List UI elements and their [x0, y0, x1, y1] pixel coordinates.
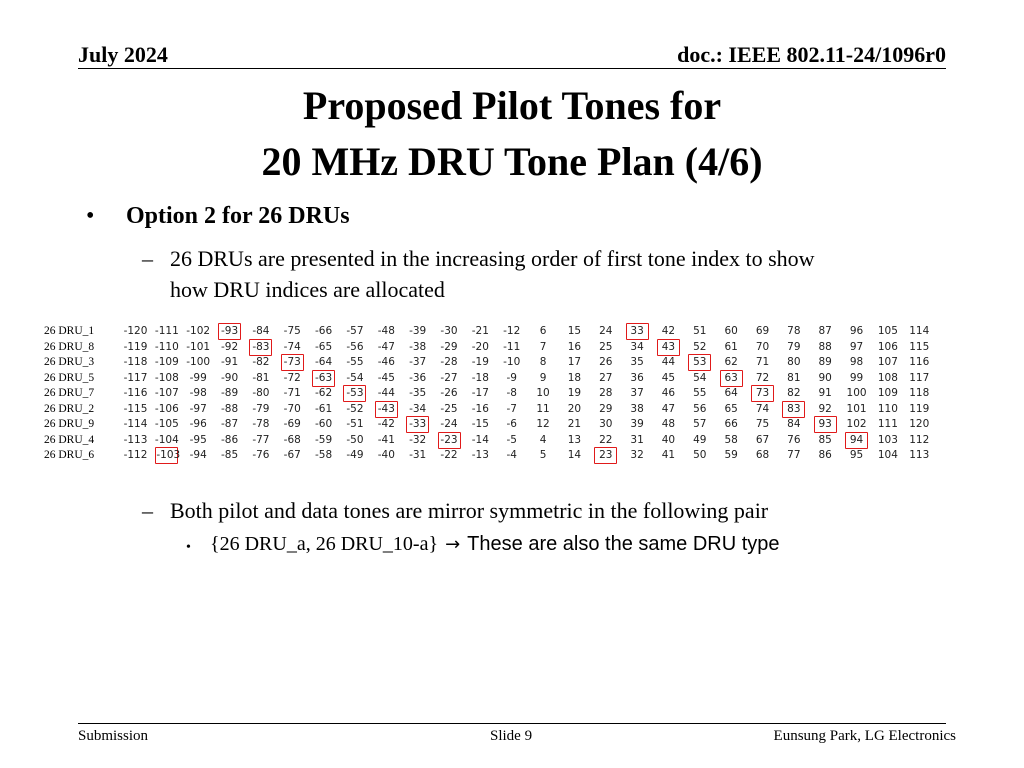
tone-cell: -59	[315, 433, 333, 446]
tone-cell: -109	[154, 356, 179, 368]
tone-cell: 32	[630, 449, 644, 461]
tone-cell: 30	[599, 418, 613, 430]
row-label: 26 DRU_1	[44, 325, 95, 337]
slide-title-line-1: Proposed Pilot Tones for	[302, 83, 722, 128]
tone-cell: 19	[567, 387, 582, 399]
tone-cell: 77	[787, 449, 801, 461]
tone-cell: 88	[818, 340, 832, 353]
tone-cell: 70	[755, 340, 770, 353]
footer-submission: Submission	[78, 728, 149, 744]
tone-cell: 69	[755, 325, 770, 337]
tone-cell: 42	[661, 325, 676, 337]
tone-cell: 34	[630, 340, 644, 353]
tone-cell: -4	[506, 449, 517, 461]
tone-cell: -81	[252, 371, 270, 384]
bullet-icon: •	[86, 203, 95, 229]
tone-cell: 29	[599, 402, 613, 415]
small-bullet-icon: •	[186, 540, 191, 555]
tone-cell: 20	[567, 402, 582, 415]
tone-cell: 39	[630, 418, 644, 430]
tone-cell: 47	[661, 402, 676, 415]
pilot-tone-cell: 43	[657, 339, 680, 356]
tone-cell: -10	[503, 356, 521, 368]
tone-cell: 28	[599, 387, 613, 399]
pilot-tone-cell: -53	[343, 385, 366, 402]
tone-cell: 119	[909, 402, 930, 415]
tone-cell: -118	[123, 356, 148, 368]
tone-cell: 55	[693, 387, 707, 399]
tone-cell: -95	[189, 433, 207, 446]
tone-cell: 116	[909, 356, 930, 368]
slide-title-line-2: 20 MHz DRU Tone Plan (4/6)	[261, 139, 763, 184]
tone-cell: 24	[599, 325, 613, 337]
tone-cell: 66	[724, 418, 738, 430]
pilot-tone-cell: 53	[688, 354, 711, 371]
sub-bullet-description	[170, 243, 815, 305]
tone-cell: 48	[661, 418, 676, 430]
tone-cell: -54	[346, 371, 364, 384]
tone-cell: 109	[877, 387, 898, 399]
tone-cell: 11	[536, 402, 550, 415]
tone-cell: -74	[283, 340, 301, 353]
tone-cell: -29	[440, 340, 458, 353]
tone-cell: -17	[471, 387, 489, 399]
tone-cell: 62	[724, 356, 738, 368]
tone-cell: -38	[409, 340, 427, 353]
tone-cell: 112	[909, 433, 930, 446]
tone-cell: 96	[849, 325, 864, 337]
tone-cell: 12	[536, 418, 550, 430]
pilot-tone-cell: -43	[375, 401, 398, 418]
tone-cell: -117	[123, 371, 148, 384]
header-doc-id: doc.: IEEE 802.11-24/1096r0	[677, 42, 946, 67]
tone-cell: -69	[283, 418, 301, 430]
tone-cell: 102	[846, 418, 867, 430]
tone-cell: 56	[693, 402, 707, 415]
sub-bullet-line-2: how DRU indices are allocated	[170, 277, 445, 302]
tone-cell: -82	[252, 356, 270, 368]
tone-cell: -5	[506, 433, 517, 446]
tone-cell: -101	[186, 340, 211, 353]
pilot-tone-cell: -73	[281, 354, 304, 371]
footer-slide-number: Slide 9	[490, 728, 533, 744]
tone-cell: -99	[189, 371, 207, 384]
tone-cell: -87	[220, 418, 239, 430]
tone-cell: -114	[123, 418, 148, 430]
tone-cell: -116	[123, 387, 148, 399]
tone-cell: -80	[252, 387, 270, 399]
tone-cell: 36	[630, 371, 644, 384]
tone-cell: 44	[661, 356, 676, 368]
row-label: 26 DRU_6	[44, 449, 95, 461]
tone-cell: -52	[346, 402, 364, 415]
tone-cell: -113	[123, 433, 148, 446]
tone-cell: -60	[315, 418, 333, 430]
tone-cell: 35	[630, 356, 644, 368]
tone-cell: -66	[315, 325, 333, 337]
tone-cell: 51	[693, 325, 707, 337]
dru-pair: {26 DRU_a, 26 DRU_10-a}	[210, 533, 439, 555]
tone-cell: -24	[440, 418, 458, 430]
tone-cell: 49	[693, 433, 707, 446]
tone-cell: 9	[539, 371, 547, 384]
tone-cell: -20	[471, 340, 489, 353]
tone-cell: -28	[440, 356, 458, 368]
row-label: 26 DRU_7	[44, 387, 95, 399]
tone-cell: -41	[377, 433, 395, 446]
tone-cell: 57	[693, 418, 707, 430]
tone-cell: 60	[724, 325, 738, 337]
tone-cell: -71	[283, 387, 301, 399]
row-label: 26 DRU_9	[44, 418, 95, 430]
tone-cell: 37	[630, 387, 644, 399]
tone-cell: 21	[567, 418, 582, 430]
tone-cell: 38	[630, 402, 644, 415]
tone-cell: -91	[220, 356, 239, 368]
tone-cell: -64	[315, 356, 333, 368]
tone-cell: 58	[724, 433, 738, 446]
tone-cell: 107	[877, 356, 898, 368]
tone-cell: -108	[154, 371, 179, 384]
tone-cell: 17	[567, 356, 582, 368]
tone-cell: -62	[315, 387, 333, 399]
dash-icon: –	[142, 246, 153, 271]
tone-cell: -46	[377, 356, 395, 368]
tone-cell: 103	[877, 433, 898, 446]
tone-cell: 14	[567, 449, 582, 461]
tone-cell: -48	[377, 325, 395, 337]
tone-cell: 67	[755, 433, 770, 446]
pilot-tone-cell: -103	[155, 447, 178, 464]
tone-cell: 71	[755, 356, 770, 368]
tone-cell: 25	[599, 340, 613, 353]
tone-cell: -9	[506, 371, 517, 384]
pilot-tone-cell: 63	[720, 370, 743, 387]
tone-cell: -84	[252, 325, 270, 337]
tone-cell: 72	[755, 371, 770, 384]
tone-cell: -58	[315, 449, 333, 461]
tone-cell: -49	[346, 449, 364, 461]
pilot-tone-cell: -93	[218, 323, 241, 340]
tone-cell: 4	[539, 433, 547, 446]
tone-cell: 52	[693, 340, 707, 353]
pilot-tone-cell: 93	[814, 416, 837, 433]
tone-cell: 100	[846, 387, 867, 399]
tone-cell: -19	[471, 356, 489, 368]
tone-cell: -44	[377, 387, 395, 399]
tone-cell: 26	[599, 356, 613, 368]
tone-cell: -32	[409, 433, 427, 446]
tone-cell: -30	[440, 325, 458, 337]
tone-cell: -79	[252, 402, 270, 415]
tone-cell: 86	[818, 449, 832, 461]
tone-cell: -11	[503, 340, 521, 353]
tone-cell: 64	[724, 387, 738, 399]
tone-cell: 45	[661, 371, 676, 384]
tone-cell: 54	[693, 371, 707, 384]
tone-cell: 65	[724, 402, 738, 415]
tone-cell: -40	[377, 449, 395, 461]
same-type-note: These are also the same DRU type	[467, 533, 780, 555]
tone-cell: -34	[409, 402, 427, 415]
tone-cell: -119	[123, 340, 148, 353]
row-label: 26 DRU_2	[44, 402, 95, 415]
tone-cell: -7	[506, 402, 517, 415]
footer-divider	[78, 723, 946, 724]
tone-cell: -51	[346, 418, 364, 430]
tone-cell: -45	[377, 371, 395, 384]
tone-cell: -89	[220, 387, 239, 399]
tone-cell: -25	[440, 402, 458, 415]
header-date: July 2024	[78, 42, 168, 67]
tone-cell: -26	[440, 387, 458, 399]
tone-cell: -15	[471, 418, 489, 430]
tone-cell: -50	[346, 433, 364, 446]
tone-cell: -107	[154, 387, 179, 399]
tone-cell: -14	[471, 433, 489, 446]
tone-cell: -75	[283, 325, 301, 337]
tone-cell: -31	[409, 449, 427, 461]
tone-cell: -47	[377, 340, 395, 353]
tone-cell: 27	[599, 371, 613, 384]
tone-cell: -76	[252, 449, 270, 461]
tone-cell: -6	[506, 418, 517, 430]
tone-cell: -92	[220, 340, 239, 353]
tone-cell: 111	[877, 418, 898, 430]
tone-cell: 5	[539, 449, 547, 461]
row-label: 26 DRU_4	[44, 433, 95, 446]
tone-cell: 31	[630, 433, 644, 446]
pilot-tone-cell: 33	[626, 323, 649, 340]
tone-cell: -56	[346, 340, 364, 353]
pilot-tone-cell: 83	[782, 401, 805, 418]
tone-cell: 78	[787, 325, 801, 337]
tone-cell: -100	[186, 356, 211, 368]
tone-cell: -104	[154, 433, 179, 446]
tone-cell: -36	[409, 371, 427, 384]
tone-cell: -27	[440, 371, 458, 384]
tone-cell: 59	[724, 449, 738, 461]
pilot-tone-cell: -23	[438, 432, 461, 449]
tone-cell: -67	[283, 449, 301, 461]
tone-cell: -39	[409, 325, 427, 337]
tone-cell: 99	[849, 371, 864, 384]
row-label: 26 DRU_5	[44, 371, 95, 384]
tone-cell: -102	[186, 325, 211, 337]
tone-cell: -78	[252, 418, 270, 430]
tone-cell: 8	[539, 356, 547, 368]
tone-cell: -90	[220, 371, 239, 384]
tone-cell: 10	[536, 387, 550, 399]
tone-cell: 16	[567, 340, 582, 353]
tone-cell: 7	[539, 340, 547, 353]
slide-title	[0, 78, 1024, 190]
tone-cell: 92	[818, 402, 832, 415]
tone-cell: -55	[346, 356, 364, 368]
tone-cell: 82	[787, 387, 801, 399]
pilot-tone-cell: -83	[249, 339, 272, 356]
tone-cell: -88	[220, 402, 239, 415]
tone-cell: 13	[567, 433, 582, 446]
tone-cell: 89	[818, 356, 832, 368]
row-label: 26 DRU_8	[44, 340, 95, 353]
tone-cell: -77	[252, 433, 270, 446]
tone-cell: -110	[154, 340, 179, 353]
footer-author: Eunsung Park, LG Electronics	[773, 728, 956, 744]
tone-cell: -85	[220, 449, 239, 461]
tone-cell: -72	[283, 371, 301, 384]
tone-cell: 6	[539, 325, 547, 337]
tone-cell: -57	[346, 325, 364, 337]
pilot-tone-cell: 23	[594, 447, 617, 464]
tone-cell: 79	[787, 340, 801, 353]
tone-cell: 76	[787, 433, 801, 446]
tone-cell: -16	[471, 402, 489, 415]
tone-cell: -106	[154, 402, 179, 415]
tone-cell: -96	[189, 418, 207, 430]
tone-cell: -68	[283, 433, 301, 446]
tone-cell: -65	[315, 340, 333, 353]
tone-cell: -97	[189, 402, 207, 415]
tone-cell: -13	[471, 449, 489, 461]
tone-cell: 91	[818, 387, 832, 399]
tone-cell: 80	[787, 356, 801, 368]
tone-cell: -94	[189, 449, 207, 461]
bullet-pair-note	[210, 533, 780, 556]
tone-cell: 104	[877, 449, 898, 461]
header-divider	[78, 68, 946, 69]
tone-cell: 110	[877, 402, 898, 415]
tone-cell: -12	[503, 325, 521, 337]
tone-cell: -111	[154, 325, 179, 337]
tone-cell: 85	[818, 433, 832, 446]
tone-cell: 15	[567, 325, 582, 337]
pilot-tone-cell: -63	[312, 370, 335, 387]
right-arrow-icon: →	[445, 534, 461, 555]
tone-cell: 98	[849, 356, 864, 368]
tone-cell: -115	[123, 402, 148, 415]
tone-cell: 106	[877, 340, 898, 353]
tone-cell: -22	[440, 449, 458, 461]
row-label: 26 DRU_3	[44, 356, 95, 368]
tone-cell: 74	[755, 402, 770, 415]
tone-cell: -112	[123, 449, 148, 461]
tone-cell: -120	[123, 325, 148, 337]
tone-cell: -70	[283, 402, 301, 415]
tone-cell: 50	[693, 449, 707, 461]
tone-cell: -42	[377, 418, 395, 430]
tone-cell: 22	[599, 433, 613, 446]
tone-cell: 101	[846, 402, 867, 415]
tone-cell: 18	[567, 371, 582, 384]
tone-cell: 120	[909, 418, 930, 430]
tone-cell: -18	[471, 371, 489, 384]
tone-cell: 105	[877, 325, 898, 337]
sub-bullet-symmetry: Both pilot and data tones are mirror symmetric in the following pair	[170, 498, 769, 523]
tone-cell: 81	[787, 371, 801, 384]
pilot-tone-cell: -33	[406, 416, 429, 433]
tone-cell: -37	[409, 356, 427, 368]
tone-cell: 41	[661, 449, 676, 461]
tone-cell: 117	[909, 371, 930, 384]
tone-cell: 115	[909, 340, 930, 353]
tone-cell: 40	[661, 433, 676, 446]
tone-cell: 68	[755, 449, 770, 461]
tone-cell: 84	[787, 418, 801, 430]
tone-cell: 113	[909, 449, 930, 461]
tone-cell: -61	[315, 402, 333, 415]
tone-cell: 108	[877, 371, 898, 384]
tone-cell: 97	[849, 340, 864, 353]
dash-icon: –	[142, 498, 153, 523]
tone-cell: -98	[189, 387, 207, 399]
sub-bullet-line-1: 26 DRUs are presented in the increasing order of first tone index to show	[170, 246, 815, 271]
tone-cell: -105	[154, 418, 179, 430]
tone-cell: 61	[724, 340, 738, 353]
tone-cell: -8	[506, 387, 517, 399]
tone-cell: -86	[220, 433, 239, 446]
tone-cell: 95	[849, 449, 864, 461]
tone-cell: 46	[661, 387, 676, 399]
tone-cell: -35	[409, 387, 427, 399]
tone-cell: 90	[818, 371, 832, 384]
pilot-tone-cell: 94	[845, 432, 868, 449]
tone-cell: 118	[909, 387, 930, 399]
bullet-option-2: Option 2 for 26 DRUs	[126, 203, 350, 229]
tone-cell: 75	[755, 418, 770, 430]
pilot-tone-cell: 73	[751, 385, 774, 402]
tone-cell: 87	[818, 325, 832, 337]
tone-cell: -21	[471, 325, 489, 337]
tone-cell: 114	[909, 325, 930, 337]
